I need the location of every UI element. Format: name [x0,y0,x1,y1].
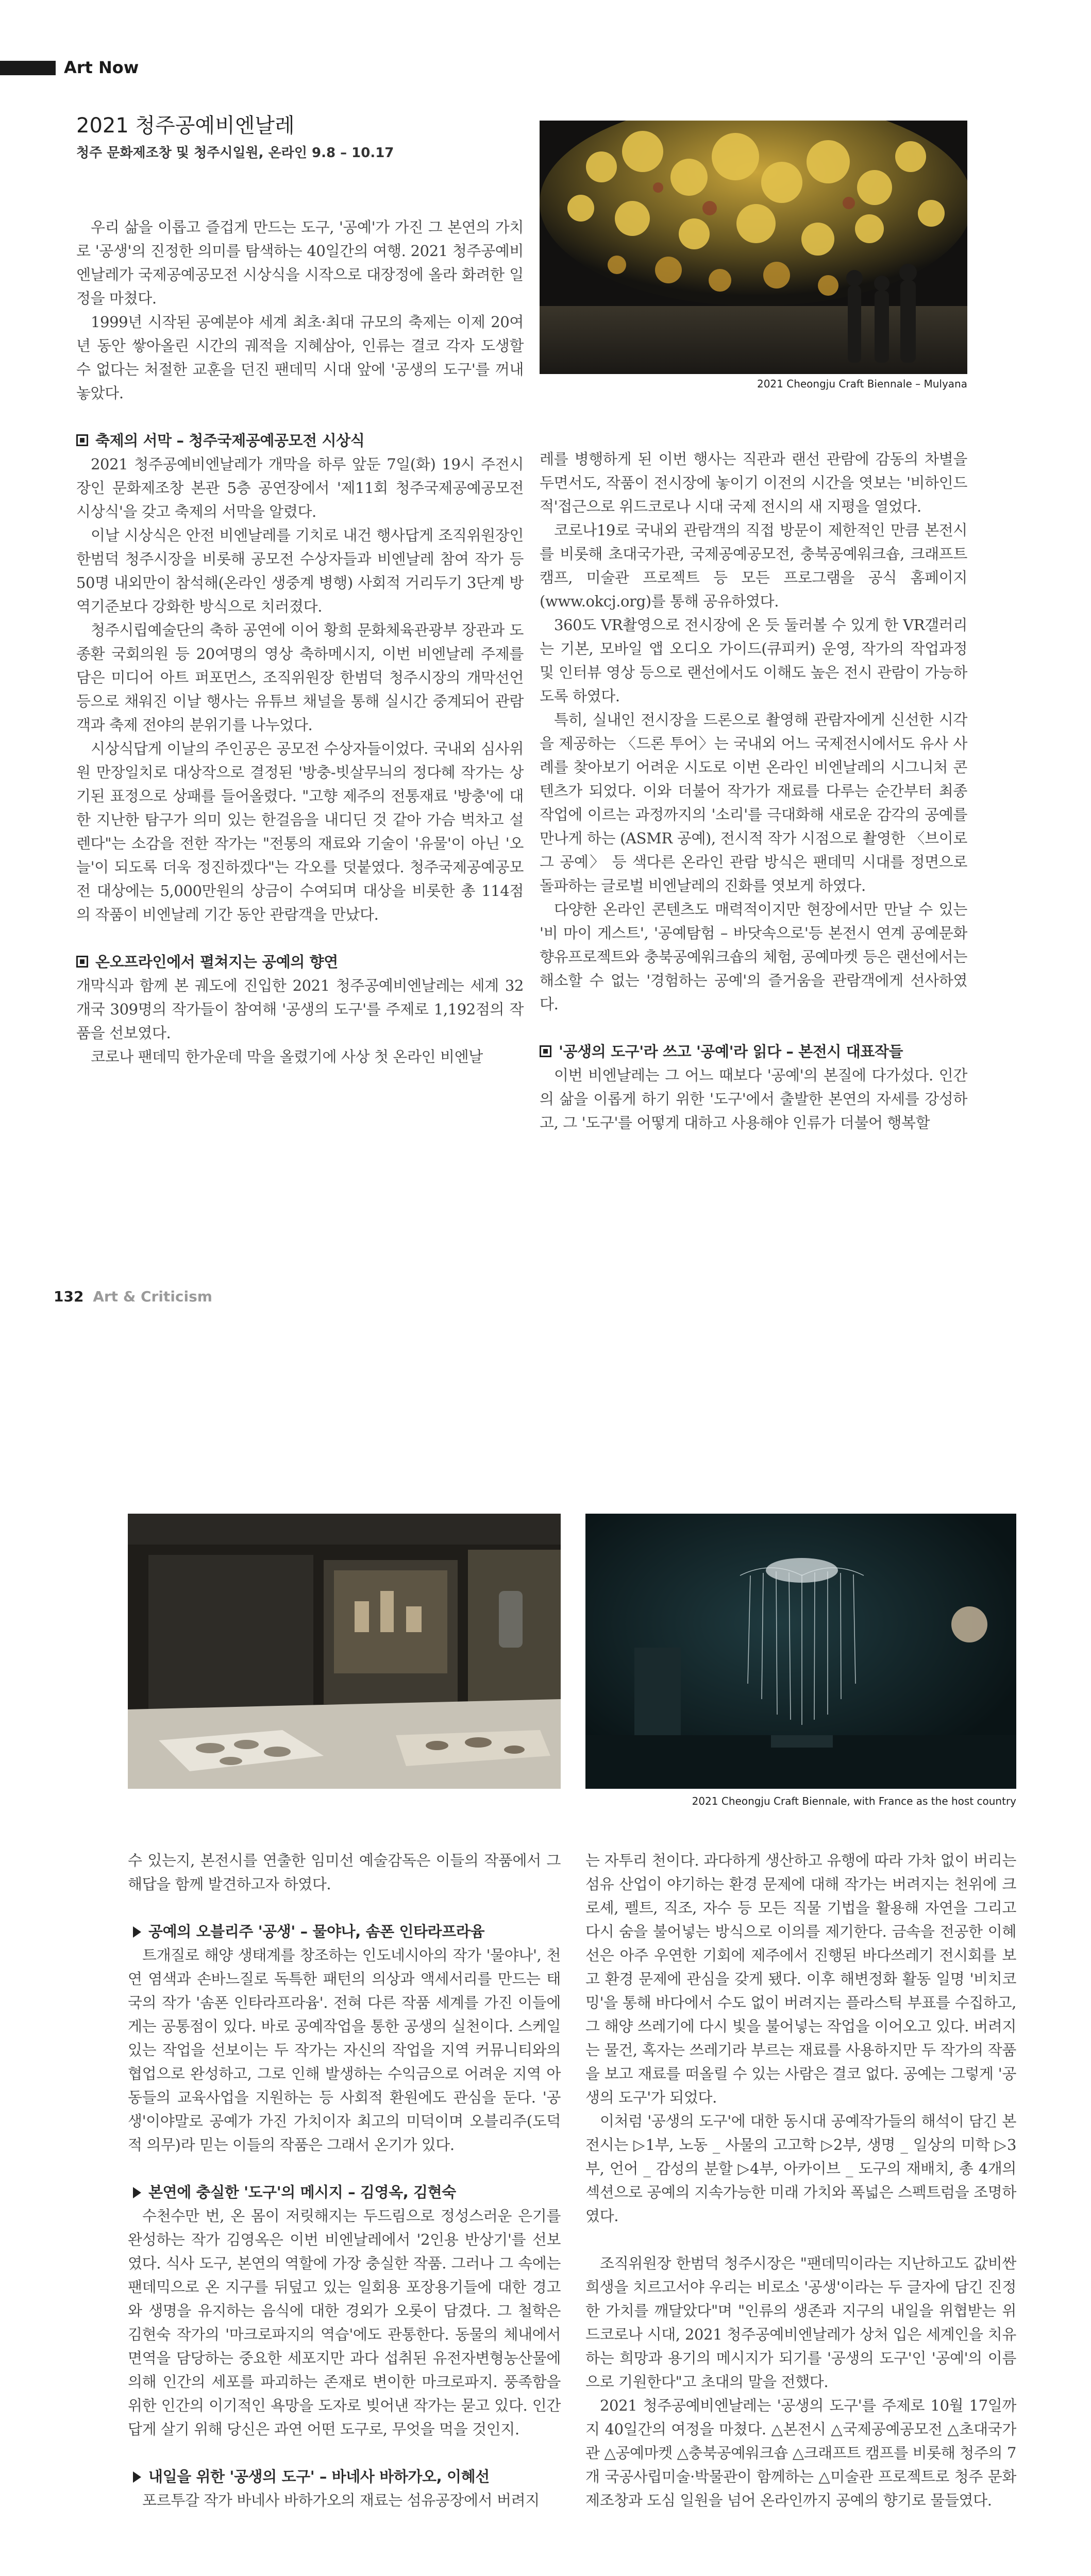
photo-caption-top: 2021 Cheongju Craft Biennale – Mulyana [757,378,967,390]
photo-exhibition-hall [128,1514,561,1789]
article-title: 2021 청주공예비엔날레 [76,114,295,138]
photo-mulyana-art [540,121,967,374]
paragraph: 코로나19로 국내외 관람객의 직접 방문이 제한적인 만큼 본전시를 비롯해 초대국가관, 국제공예공모전, 충북공예워크숍, 크래프트 캠프, 미술관 프로젝트 등 모든 프로그램을 공식 홈페이지(www.okcj.org)를 통해 공유하였다. [540,521,967,610]
paragraph: 조직위원장 한범덕 청주시장은 "팬데믹이라는 지난하고도 값비싼 희생을 치르고서야 우리는 비로소 '공생'이라는 두 글자에 담긴 진정한 가치를 깨달았다"며 "인류의 생존과 지구의 내일을 위협받는 위드코로나 시대, 2021 청주공예비엔날레가 상처 입은 세계인을 치유하는 희망과 용기의 메시지가 되기를 '공생의 도구'인 '공예'의 이름으로 기원한다"고 초대의 말을 전했다. [585,2255,1016,2391]
paragraph: 는 자투리 천이다. 과다하게 생산하고 유행에 따라 가차 없이 버리는 섬유 산업이 야기하는 환경 문제에 대해 작가는 버려지는 천위에 크로셰, 펠트, 직조, 자수 등 모든 직물 기법을 활용해 자연을 그리고 다시 숨을 불어넣는 방식으로 이의를 제기한다. 금속을 전공한 이혜선은 아주 우연한 기회에 제주에서 진행된 바다쓰레기 전시회를 보고 환경 문제에 관심을 갖게 됐다. 이후 해변정화 활동 일명 '비치코밍'을 통해 바다에서 수도 없이 버려지는 플라스틱 부표를 수집하고, 그 해양 쓰레기에 다시 빛을 불어넣는 작업을 이어오고 있다. 버려지는 물건, 혹자는 쓰레기라 부르는 재료를 사용하지만 두 작가의 작품을 보고 재료를 떠올릴 수 있는 사람은 결코 없다. 공예는 그렇게 '공생의 도구'가 되었다. [585,1852,1016,2106]
section-heading: 축제의 서막 – 청주국제공예공모전 시상식 [76,429,524,452]
header-bar [0,61,56,75]
paragraph: 레를 병행하게 된 이번 행사는 직관과 랜선 관람에 감동의 차별을 두면서도, 작품이 전시장에 놓이기 이전의 시간을 엿보는 '비하인드 적'접근으로 위드코로나 시대 국제 전시의 새 지평을 열었다. [540,450,967,515]
photo-exhibition-hall-art [128,1514,561,1789]
paragraph: 이번 비엔날레는 그 어느 때보다 '공예'의 본질에 다가섰다. 인간의 삶을 이롭게 하기 위한 '도구'에서 출발한 본연의 자세를 강성하고, 그 '도구'를 어떻게 대하고 사용해야 인류가 더불어 행복할 [540,1066,967,1131]
section-label: Art Now [64,58,139,77]
paragraph: 트개질로 해양 생태계를 창조하는 인도네시아의 작가 '물야나', 천연 염색과 손바느질로 독특한 패턴의 의상과 액세서리를 만드는 태국의 작가 '솜폰 인타라프라윰'. 전혀 다른 작품 세계를 가진 이들에게는 공통점이 있다. 바로 공예작업을 통한 공생의 실천이다. 스케일 있는 작업을 선보이는 두 작가는 자신의 작업을 지역 커뮤니티와의 협업으로 완성하고, 그로 인해 발생하는 수익금으로 어려운 지역 아동들의 교육사업을 지원하는 등 사회적 환원에도 관심을 둔다. '공생'이야말로 공예가 가진 가치이자 최고의 미덕이며 오블리주(도덕적 의무)라 믿는 이들의 작품은 그래서 온기가 있다. [128,1946,561,2154]
paragraph: 개막식과 함께 본 궤도에 진입한 2021 청주공예비엔날레는 세계 32개국 309명의 작가들이 참여해 '공생의 도구'를 주제로 1,192점의 작품을 선보였다. [76,977,524,1042]
column-2 [540,447,967,1134]
paragraph: 수천수만 번, 온 몸이 저릿해지는 두드림으로 정성스러운 은기를 완성하는 작가 김영옥은 이번 비엔날레에서 '2인용 반상기'를 선보였다. 식사 도구, 본연의 역할에 가장 충실한 작품. 그러나 그 속에는 팬데믹으로 온 지구를 뒤덮고 있는 일회용 포장용기들에 대한 경고와 생명을 유지하는 음식에 대한 경외가 오롯이 담겼다. 그 철학은 김현숙 작가의 '마크로파지의 역습'에도 관통한다. 동물의 체내에서 면역을 담당하는 중요한 세포지만 과다 섭취된 유전자변형농산물에 의해 인간의 세포를 파괴하는 존재로 변이한 마크로파지. 풍족함을 위한 인간의 이기적인 욕망을 도자로 빚어낸 작가는 묻고 있다. 인간답게 살기 위해 당신은 과연 어떤 도구로, 무엇을 먹을 것인지. [128,2207,561,2438]
section-heading: '공생의 도구'라 쓰고 '공예'라 읽다 – 본전시 대표작들 [540,1040,967,1063]
paragraph: 이처럼 '공생의 도구'에 대한 동시대 공예작가들의 해석이 담긴 본전시는 ▷1부, 노동 _ 사물의 고고학 ▷2부, 생명 _ 일상의 미학 ▷3부, 언어 _ 감성의 분할 ▷4부, 아카이브 _ 도구의 재배치, 총 4개의 섹션으로 공예의 지속가능한 미래 가치와 폭넓은 스펙트럼을 조명하였다. [585,2112,1016,2225]
paragraph: 다양한 온라인 콘텐츠도 매력적이지만 현장에서만 만날 수 있는 '비 마이 게스트', '공예탐험 – 바닷속으로'등 본전시 연계 공예문화 향유프로젝트와 충북공예워크숍의 체험, 공예마켓 등은 랜선에서는 해소할 수 없는 '경험하는 공예'의 즐거움을 관람객에게 선사하였다. [540,901,967,1013]
square-bullet-icon [76,956,88,968]
paragraph: 시상식답게 이날의 주인공은 공모전 수상자들이었다. 국내외 심사위원 만장일치로 대상작으로 결정된 '방충-빗살무늬의 정다혜 작가는 상기된 표정으로 상패를 들어올렸다. "고향 제주의 전통재료 '방충'에 대한 지난한 탐구가 의미 있는 한걸음을 내디딘 것 같아 가슴 벅차고 설렌다"는 소감을 전한 작가는 "전통의 재료와 기술이 '유물'이 아닌 '오늘'이 되도록 더욱 정진하겠다"는 각오를 덧붙였다. 청주국제공예공모전 대상에는 5,000만원의 상금이 수여되며 대상을 비롯한 총 114점의 작품이 비엔날레 기간 동안 관람객을 만났다. [76,740,524,923]
column-1 [76,215,524,1069]
photo-caption-bottom: 2021 Cheongju Craft Biennale, with France as the host country [692,1795,1016,1807]
paragraph: 이날 시상식은 안전 비엔날레를 기치로 내건 행사답게 조직위원장인 한범덕 청주시장을 비롯해 공모전 수상자들과 비엔날레 참여 작가 등 50명 내외만이 참석해(온라인 생중계 병행) 사회적 거리두기 3단계 방역기준보다 강화한 방식으로 치러졌다. [76,527,524,615]
column-4 [585,1849,1016,2512]
square-bullet-icon [540,1045,551,1057]
paragraph: 특히, 실내인 전시장을 드론으로 촬영해 관람자에게 신선한 시각을 제공하는 〈드론 투어〉는 국내외 어느 국제전시에서도 유사 사례를 찾아보기 어려운 시도로 이번 온라인 비엔날레의 시그니처 콘텐츠가 되었다. 이와 더불어 작가가 재료를 다루는 순간부터 최종 작업에 이르는 과정까지의 '소리'를 극대화해 새로운 감각의 공예를 만나게 하는 (ASMR 공예), 전시적 작가 시점으로 촬영한 〈브이로그 공예〉 등 색다른 온라인 관람 방식은 팬데믹 시대를 정면으로 돌파하는 글로벌 비엔날레의 진화를 엿보게 하였다. [540,711,967,894]
paragraph: 수 있는지, 본전시를 연출한 임미선 예술감독은 이들의 작품에서 그 해답을 함께 발견하고자 하였다. [128,1852,561,1893]
photo-france-pavilion-art [585,1514,1016,1789]
triangle-bullet-icon [133,2187,141,2198]
triangle-bullet-icon [133,1926,141,1938]
article-subtitle: 청주 문화제조창 및 청주시일원, 온라인 9.8 – 10.17 [76,145,394,161]
square-bullet-icon [76,434,88,446]
section-heading: 온오프라인에서 펼쳐지는 공예의 향연 [76,950,524,974]
paragraph: 2021 청주공예비엔날레는 '공생의 도구'를 주제로 10월 17일까지 40일간의 여정을 마쳤다. △본전시 △국제공예공모전 △초대국가관 △공예마켓 △충북공예워크숍 △크래프트 캠프를 비롯해 청주의 7개 국공사립미술·박물관이 함께하는 △미술관 프로젝트로 청주 문화제조창과 도심 일원을 넘어 온라인까지 공예의 향기로 물들였다. [585,2397,1016,2509]
paragraph: 2021 청주공예비엔날레가 개막을 하루 앞둔 7일(화) 19시 주전시장인 문화제조창 본관 5층 공연장에서 '제11회 청주국제공예공모전 시상식'을 갖고 축제의 서막을 알렸다. [76,455,524,520]
subsection-heading: 공예의 오블리주 '공생' – 물야나, 솜폰 인타라프라윰 [128,1920,561,1943]
photo-mulyana [540,121,967,374]
magazine-name: Art & Criticism [93,1288,212,1305]
paragraph: 우리 삶을 이롭고 즐겁게 만드는 도구, '공예'가 가진 그 본연의 가치로 '공생'의 진정한 의미를 탐색하는 40일간의 여행. 2021 청주공예비엔날레가 국제공예공모전 시상식을 시작으로 대장정에 올라 화려한 일정을 마쳤다. [76,218,524,307]
subsection-heading: 내일을 위한 '공생의 도구' – 바네사 바하가오, 이혜선 [128,2465,561,2488]
paragraph: 1999년 시작된 공예분야 세계 최초·최대 규모의 축제는 이제 20여 년 동안 쌓아올린 시간의 궤적을 지혜삼아, 인류는 결코 각자 도생할 수 없다는 처절한 교훈을 던진 팬데믹 시대 앞에 '공생의 도구'를 꺼내 놓았다. [76,313,524,402]
column-3 [128,1849,561,2512]
paragraph: 코로나 팬데믹 한가운데 막을 올렸기에 사상 첫 온라인 비엔날 [91,1048,483,1065]
page-number-left: 132 Art & Criticism [54,1288,212,1305]
paragraph: 청주시립예술단의 축하 공연에 이어 황희 문화체육관광부 장관과 도종환 국회의원 등 20여명의 영상 축하메시지, 이번 비엔날레 주제를 담은 미디어 아트 퍼포먼스, 조직위원장 한범덕 청주시장의 개막선언 등으로 채워진 이날 행사는 유튜브 채널을 통해 실시간 중계되어 관람객과 축제 전야의 분위기를 나누었다. [76,621,524,734]
subsection-heading: 본연에 충실한 '도구'의 메시지 – 김영옥, 김현숙 [128,2180,561,2204]
triangle-bullet-icon [133,2471,141,2483]
paragraph: 360도 VR촬영으로 전시장에 온 듯 둘러볼 수 있게 한 VR갤러리는 기본, 모바일 앱 오디오 가이드(큐피커) 운영, 작가의 작업과정 및 인터뷰 영상 등으로 랜선에서도 이해도 높은 전시 관람이 가능하도록 하였다. [540,616,967,705]
paragraph: 포르투갈 작가 바네사 바하가오의 재료는 섬유공장에서 버려지 [142,2492,540,2509]
photo-france-pavilion [585,1514,1016,1789]
